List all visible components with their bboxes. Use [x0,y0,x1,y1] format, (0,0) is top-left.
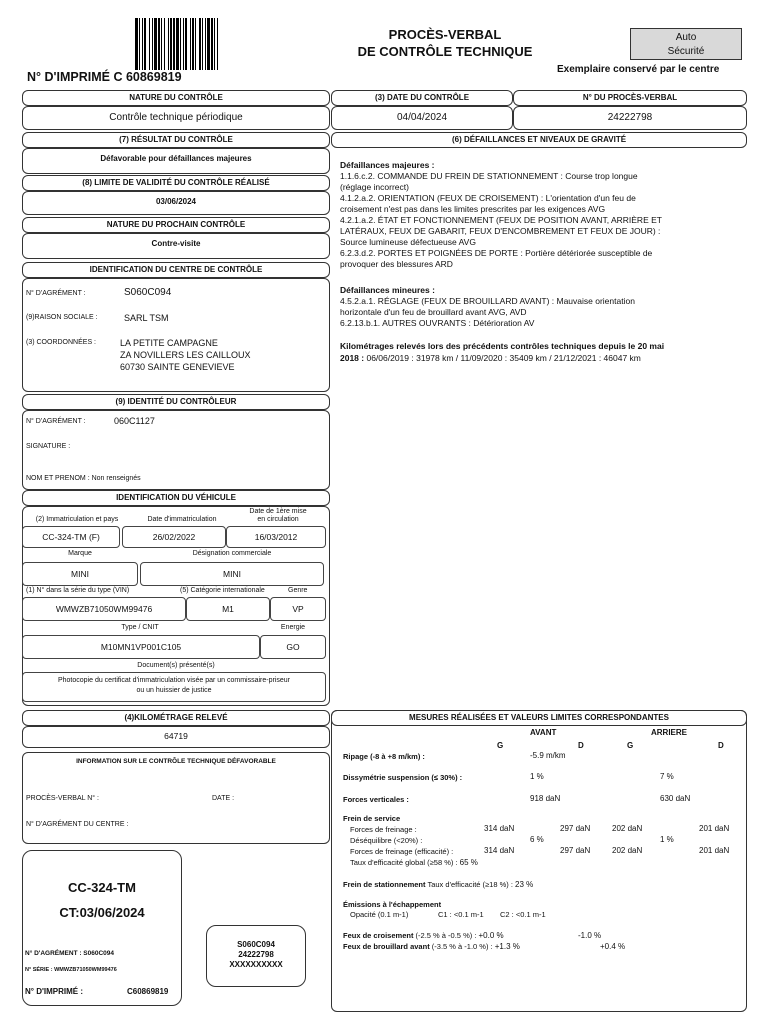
km-history-year: 2018 : [340,353,365,363]
docs-label: Document(s) présenté(s) [137,662,215,669]
vignette-box [22,850,182,1006]
majeures-line: provoquer des blessures ARD [340,259,453,269]
majeures-list [340,171,740,270]
info-defav-header: INFORMATION SUR LE CONTRÔLE TECHNIQUE DÉFAVORABLE [76,758,276,765]
date-header: (3) DATE DU CONTRÔLE [331,90,513,106]
opacite-c2: C2 : <0.1 m-1 [500,910,546,919]
categorie-label: (5) Catégorie internationale [180,587,265,594]
premiere-circ-value: 16/03/2012 [226,526,326,548]
forces-efficacite-label: Forces de freinage (efficacité) : [350,847,454,856]
km-history [340,353,740,364]
avant-g: G [497,741,504,750]
premiere-circ-label1: Date de 1ère mise [249,508,307,515]
mesures-header: MESURES RÉALISÉES ET VALEURS LIMITES CORRESPONDANTES [331,710,747,726]
controleur-agrement-label: N° D'AGRÉMENT : [26,418,86,425]
frein-stationnement-value: 23 % [515,880,534,889]
premiere-circ-label2: en circulation [257,516,299,523]
vignette-agrement: N° D'AGRÉMENT : S060C094 [25,950,115,957]
feux-croisement-d: -1.0 % [578,931,602,940]
vin-label: (1) N° dans la série du type (VIN) [26,587,130,594]
feux-croisement-detail: (-2.5 % à -0.5 %) : [415,931,477,940]
vignette-imprime-value: C60869819 [127,987,169,996]
badge-line1: Auto [675,32,697,43]
majeures-line: 1.1.6.c.2. COMMANDE DU FREIN DE STATIONNEMENT : Course trop longue [340,171,638,181]
stamp-code: XXXXXXXXXX [229,960,283,969]
arriere-g: G [627,741,634,750]
info-defav-agrement-label: N° D'AGRÉMENT DU CENTRE : [26,821,129,828]
vignette-serie: N° SÉRIE : WMWZB71050WM99476 [25,967,117,973]
vin-value: WMWZB71050WM99476 [22,597,186,621]
arriere-d: D [718,741,724,750]
ripage-label: Ripage (-8 à +8 m/km) : [343,752,425,761]
centre-coord-line1: LA PETITE CAMPAGNE [120,338,218,348]
forces-verticales-label: Forces verticales : [343,795,409,804]
feux-brouillard-detail: (-3.5 % à -1.0 %) : [431,942,493,951]
emissions-label: Émissions à l'échappement [343,900,442,909]
centre-stamp [206,925,306,987]
kilometrage-value: 64719 [22,726,330,748]
imprime-number: N° D'IMPRIMÉ C 60869819 [27,70,182,84]
docs-value [22,672,326,702]
forces-verticales-arriere: 630 daN [660,794,691,803]
dissym-arriere: 7 % [660,772,674,781]
kilometrage-header: (4)KILOMÉTRAGE RELEVÉ [22,710,330,726]
date-immat-label: Date d'immatriculation [147,516,217,523]
immat-label: (2) Immatriculation et pays [35,516,119,523]
controleur-nom: NOM ET PRENOM : Non renseignés [26,475,141,482]
controleur-header: (9) IDENTITÉ DU CONTRÔLEUR [22,394,330,410]
majeures-line: Source lumineuse défectueuse AVG [340,237,476,247]
majeures-line: croisement n'est pas dans les limites prescrites par les exigences AVG [340,204,606,214]
document-title-line1: PROCÈS-VERBAL [388,27,502,42]
desequilibre-arriere: 1 % [660,835,674,844]
energie-label: Energie [280,624,306,631]
km-history-title: Kilométrages relevés lors des précédents contrôles techniques depuis le 20 mai [340,341,665,351]
frein-stationnement-detail: Taux d'efficacité (≥18 %) : [427,880,513,889]
ff-avg: 314 daN [484,824,515,833]
vignette-immat: CC-324-TM [68,880,136,895]
docs-line2: ou un huissier de justice [136,687,212,694]
feux-croisement [343,931,504,940]
controleur-signature-label: SIGNATURE : [26,443,71,450]
resultat-header: (7) RÉSULTAT DU CONTRÔLE [22,132,330,148]
stamp-agrement: S060C094 [237,940,275,949]
feux-brouillard-d: +0.4 % [600,942,626,951]
avant-d: D [578,741,584,750]
opacite-c1: C1 : <0.1 m-1 [438,910,484,919]
energie-value: GO [260,635,326,659]
centre-coord-line2: ZA NOVILLERS LES CAILLOUX [120,350,251,360]
mineures-title: Défaillances mineures : [340,285,435,295]
fe-avd: 297 daN [560,846,591,855]
fe-avg: 314 daN [484,846,515,855]
mineures-list [340,296,740,329]
majeures-line: 4.1.2.a.2. ORIENTATION (FEUX DE CROISEMENT) : L'orientation d'un feu de [340,193,636,203]
centre-coord-label: (3) COORDONNÉES : [26,339,97,346]
feux-croisement-label: Feux de croisement [343,931,414,940]
date-immat-value: 26/02/2022 [122,526,226,548]
limite-value: 03/06/2024 [22,191,330,215]
centre-agrement-value: S060C094 [124,287,172,298]
info-defav-pv-label: PROCÈS-VERBAL N° : [26,795,99,802]
centre-coord-line3: 60730 SAINTE GENEVIEVE [120,362,235,372]
auto-securite-logo [630,28,742,60]
feux-croisement-g: +0.0 % [478,931,504,940]
docs-line1: Photocopie du certificat d'immatriculation visée par un commissaire-priseur [57,677,291,684]
type-label: Type / CNIT [121,624,159,631]
feux-brouillard-label: Feux de brouillard avant [343,942,430,951]
marque-value: MINI [22,562,138,586]
ff-avd: 297 daN [560,824,591,833]
mineures-line: 6.2.13.b.1. AUTRES OUVRANTS : Détérioration AV [340,318,535,328]
opacite-label: Opacité (0.1 m-1) [350,910,409,919]
taux-efficacite [350,858,478,867]
ff-arg: 202 daN [612,824,643,833]
info-defav-date-label: DATE : [212,795,235,802]
avant-header: AVANT [530,728,557,737]
majeures-title: Défaillances majeures : [340,160,435,170]
dissym-label: Dissymétrie suspension (≤ 30%) : [343,773,463,782]
forces-verticales-avant: 918 daN [530,794,561,803]
frein-stationnement [343,880,533,889]
prochain-value: Contre-visite [22,233,330,259]
stamp-pv: 24222798 [238,950,274,959]
feux-brouillard [343,942,520,951]
ripage-value: -5.9 m/km [530,751,566,760]
limite-header: (8) LIMITE DE VALIDITÉ DU CONTRÔLE RÉALISÉ [22,175,330,191]
badge-line2: Sécurité [667,46,705,57]
taux-efficacite-label: Taux d'efficacité global (≥58 %) : [350,858,458,867]
taux-efficacite-value: 65 % [459,858,478,867]
mineures-line: horizontale d'un feu de brouillard avant AVG, AVD [340,307,527,317]
ff-ard: 201 daN [699,824,730,833]
designation-label: Désignation commerciale [192,550,272,557]
controleur-agrement-value: 060C1127 [114,416,155,426]
exemplaire-note: Exemplaire conservé par le centre [557,64,720,75]
nature-header: NATURE DU CONTRÔLE [22,90,330,106]
centre-header: IDENTIFICATION DU CENTRE DE CONTRÔLE [22,262,330,278]
centre-raison-label: (9)RAISON SOCIALE : [26,314,98,321]
vehicule-header: IDENTIFICATION DU VÉHICULE [22,490,330,506]
frein-service-label: Frein de service [343,814,401,823]
genre-label: Genre [288,587,308,594]
frein-stationnement-label: Frein de stationnement [343,880,426,889]
fe-arg: 202 daN [612,846,643,855]
desequilibre-avant: 6 % [530,835,544,844]
designation-value: MINI [140,562,324,586]
km-history-values: 06/06/2019 : 31978 km / 11/09/2020 : 35409 km / 21/12/2021 : 46047 km [364,353,641,363]
immat-value: CC-324-TM (F) [22,526,120,548]
centre-raison-value: SARL TSM [124,313,169,323]
centre-agrement-label: N° D'AGRÉMENT : [26,290,86,297]
resultat-value: Défavorable pour défaillances majeures [22,148,330,174]
type-value: M10MN1VP001C105 [22,635,260,659]
categorie-value: M1 [186,597,270,621]
forces-freinage-label: Forces de freinage : [350,825,417,834]
mineures-line: 4.5.2.a.1. RÉGLAGE (FEUX DE BROUILLARD AVANT) : Mauvaise orientation [340,296,635,306]
date-value: 04/04/2024 [331,106,513,130]
dissym-avant: 1 % [530,772,544,781]
barcode [135,18,263,70]
majeures-line: (réglage incorrect) [340,182,409,192]
vignette-imprime-label: N° D'IMPRIMÉ : [25,987,83,996]
genre-value: VP [270,597,326,621]
marque-label: Marque [68,550,92,557]
pv-header: N° DU PROCÈS-VERBAL [513,90,747,106]
nature-value: Contrôle technique périodique [22,106,330,130]
feux-brouillard-g: +1.3 % [494,942,520,951]
desequilibre-label: Déséquilibre (<20%) : [350,836,423,845]
arriere-header: ARRIERE [651,728,688,737]
fe-ard: 201 daN [699,846,730,855]
majeures-line: 4.2.1.a.2. ÉTAT ET FONCTIONNEMENT (FEUX DE POSITION AVANT, ARRIÈRE ET [340,215,662,225]
defaillances-header: (6) DÉFAILLANCES ET NIVEAUX DE GRAVITÉ [331,132,747,148]
pv-value: 24222798 [513,106,747,130]
document-title-line2: DE CONTRÔLE TECHNIQUE [357,44,533,59]
prochain-header: NATURE DU PROCHAIN CONTRÔLE [22,217,330,233]
majeures-line: 6.2.3.d.2. PORTES ET POIGNÉES DE PORTE : Portière détériorée susceptible de [340,248,653,258]
majeures-line: LATÉRAUX, FEUX DE GABARIT, FEUX D'ENCOMBREMENT ET FEUX DE JOUR) : [340,226,661,236]
vignette-ct-date: CT:03/06/2024 [59,905,145,920]
